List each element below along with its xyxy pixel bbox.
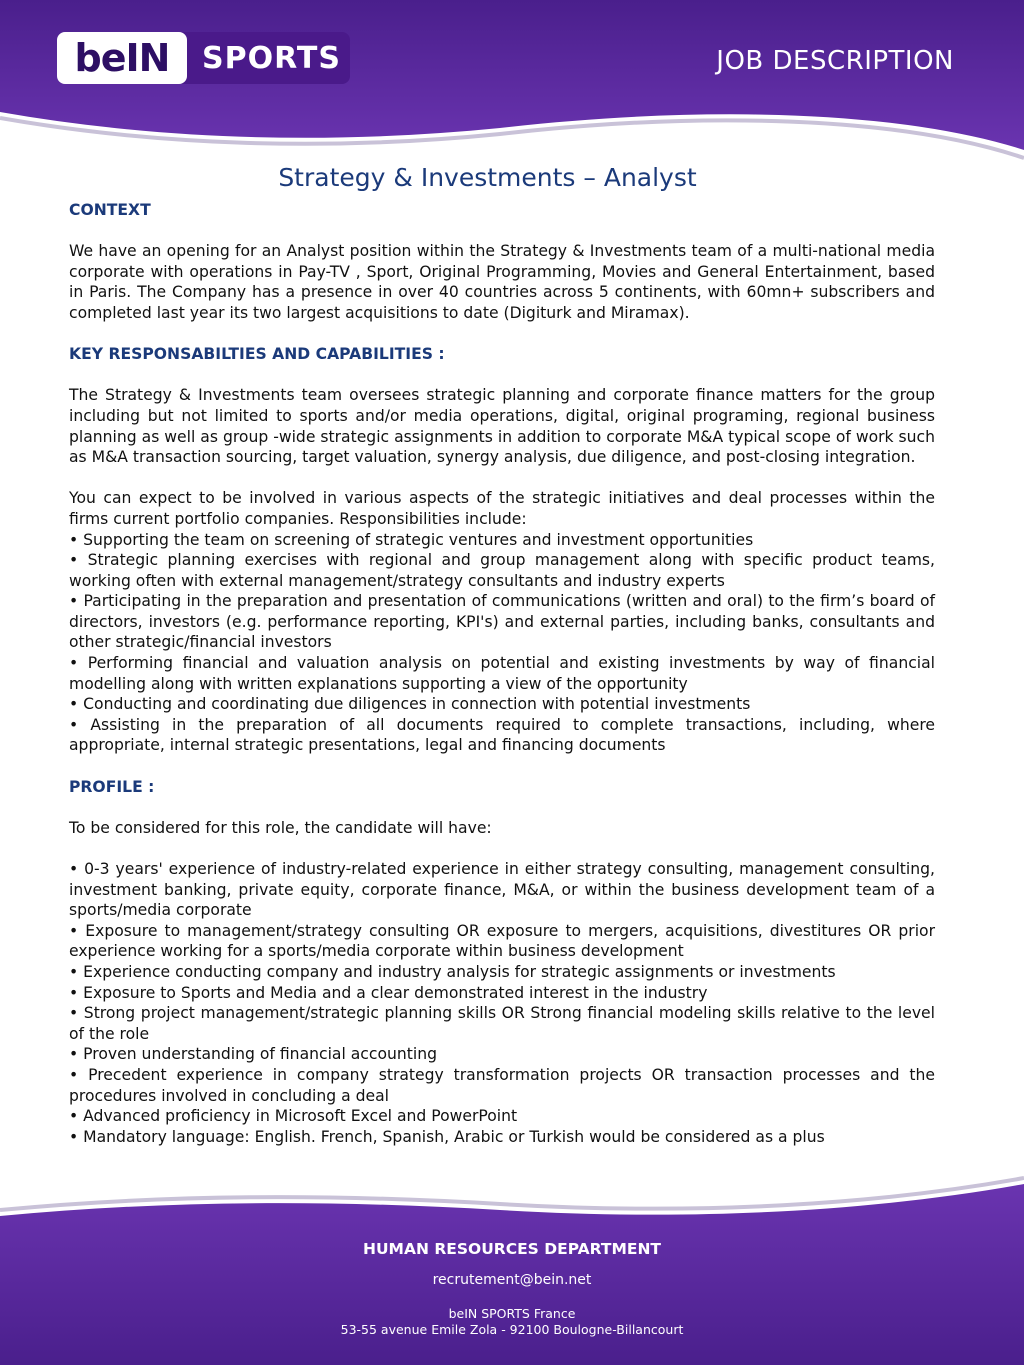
logo-sports-text: SPORTS [202,41,341,76]
profile-item: • Mandatory language: English. French, Spanish, Arabic or Turkish would be considered as a plus [69,1127,825,1146]
footer-department: HUMAN RESOURCES DEPARTMENT [362,1240,661,1258]
footer-email[interactable]: recrutement@bein.net [432,1272,592,1288]
profile-item: • Advanced proficiency in Microsoft Excel and PowerPoint [69,1107,518,1126]
context-text: We have an opening for an Analyst position within the Strategy & Investments team of a multi-national media corporate with operations in Pay-TV , Sport, Original Programming, Movies and General Entertainment, based in Paris. The Company has a presence in over 40 countries across 5 continents, with 60mn+ subscribers and completed last year its two largest acquisitions to date (Digiturk and Miramax). [69,242,935,322]
logo-bein-text: beIN [57,32,187,84]
responsibilities-heading: KEY RESPONSABILTIES AND CAPABILITIES : [69,345,445,364]
profile-item: • Exposure to Sports and Media and a clear demonstrated interest in the industry [69,983,708,1002]
bein-sports-logo [57,32,350,84]
header-banner [0,0,1024,160]
profile-item: • Strong project management/strategic planning skills OR Strong financial modeling skills relative to the level of the role [69,1004,935,1043]
responsibilities-lead: You can expect to be involved in various aspects of the strategic initiatives and deal processes within the firms current portfolio companies. Responsibilities include: [69,489,935,528]
profile-item: • Proven understanding of financial accounting [69,1045,437,1064]
profile-item: • Precedent experience in company strategy transformation projects OR transaction processes and the procedures involved in concluding a deal [69,1065,935,1105]
responsibility-item: • Performing financial and valuation analysis on potential and existing investments by way of financial modelling along with written explanations supporting a view of the opportunity [69,654,935,693]
header-title: JOB DESCRIPTION [716,46,954,76]
context-heading: CONTEXT [69,201,151,219]
job-description-body [69,200,935,1147]
responsibilities-intro: The Strategy & Investments team oversees strategic planning and corporate finance matters for the group including but not limited to sports and/or media operations, digital, original programing, regional business planning as well as group -wide strategic assignments in addition to corporate M&A typical scope of work such as M&A transaction sourcing, target valuation, synergy analysis, due diligence, and post-closing integration. [69,386,935,467]
job-title: Strategy & Investments – Analyst [278,163,697,192]
profile-heading: PROFILE : [69,777,155,796]
profile-item: • Exposure to management/strategy consulting OR exposure to mergers, acquisitions, divestitures OR prior experience working for a sports/media corporate within business development [69,921,935,961]
footer-address: 53-55 avenue Emile Zola - 92100 Boulogne-Billancourt [340,1322,684,1337]
responsibility-item: • Supporting the team on screening of strategic ventures and investment opportunities [69,530,754,549]
responsibility-item: • Participating in the preparation and presentation of communications (written and oral) to the firm’s board of directors, investors (e.g. performance reporting, KPI's) and external parties, including banks, consultants and other strategic/financial investors [69,592,935,652]
profile-item: • 0-3 years' experience of industry-related experience in either strategy consulting, management consulting, investment banking, private equity, corporate finance, M&A, or within the business development team of a sports/media corporate [69,860,935,920]
profile-intro: To be considered for this role, the candidate will have: [69,818,492,837]
responsibility-item: • Strategic planning exercises with regional and group management along with specific product teams, working often with external management/strategy consultants and industry experts [69,551,935,590]
profile-item: • Experience conducting company and industry analysis for strategic assignments or investments [69,962,836,981]
responsibility-item: • Conducting and coordinating due diligences in connection with potential investments [69,695,751,714]
responsibility-item: • Assisting in the preparation of all documents required to complete transactions, including, where appropriate, internal strategic presentations, legal and financing documents [69,715,935,755]
footer-company: beIN SPORTS France [448,1306,576,1321]
